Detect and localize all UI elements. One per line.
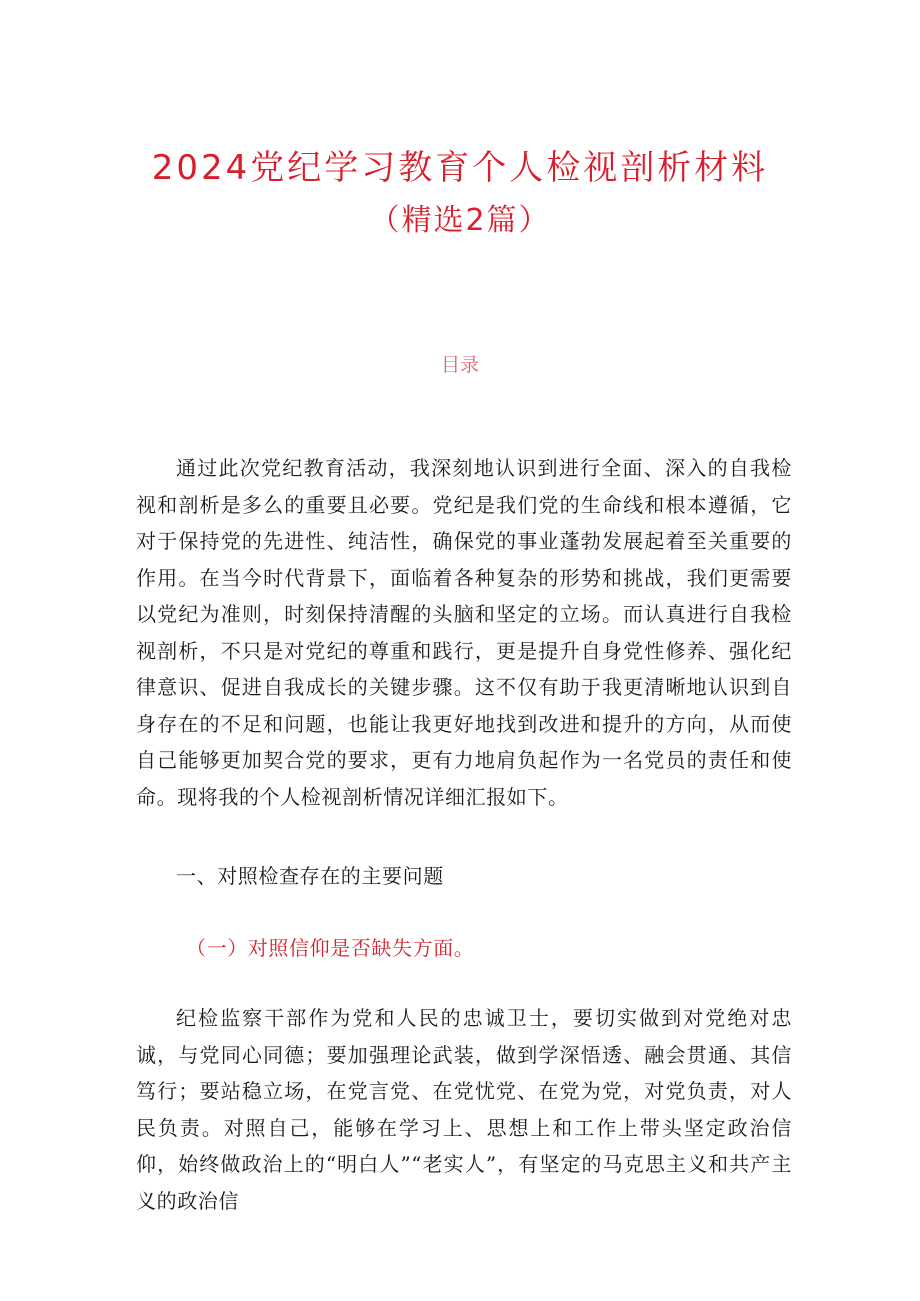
section-heading: 一、对照检查存在的主要问题 [176, 864, 444, 888]
intro-paragraph: 通过此次党纪教育活动，我深刻地认识到进行全面、深入的自我检视和剖析是多么的重要且必要。党纪是我们党的生命线和根本遵循，它对于保持党的先进性、纯洁性，确保党的事业蓬勃发展起着至关重要的作用。在当今时代背景下，面临着各种复杂的形势和挑战，我们更需要以党纪为准则，时刻保持清醒的头脑和坚定的立场。而认真进行自我检视剖析，不只是对党纪的尊重和践行，更是提升自身党性修养、强化纪律意识、促进自我成长的关键步骤。这不仅有助于我更清晰地认识到自身存在的不足和问题，也能让我更好地找到改进和提升的方向，从而使自己能够更加契合党的要求，更有力地肩负起作为一名党员的责任和使命。现将我的个人检视剖析情况详细汇报如下。 [136, 456, 792, 809]
document-title: 2024党纪学习教育个人检视剖析材料 [151, 148, 769, 188]
table-of-contents-label[interactable]: 目录 [440, 354, 479, 376]
subsection-heading: （一）对照信仰是否缺失方面。 [186, 936, 475, 960]
document-subtitle: （精选2篇） [369, 203, 551, 238]
body-paragraph: 纪检监察干部作为党和人民的忠诚卫士，要切实做到对党绝对忠诚，与党同心同德；要加强理论武装，做到学深悟透、融会贯通、其信笃行；要站稳立场，在党言党、在党忧党、在党为党，对党负责，对人民负责。对照自己，能够在学习上、思想上和工作上带头坚定政治信仰，始终做政治上的“明白人”“老实人”，有坚定的马克思主义和共产主义的政治信 [136, 1006, 792, 1213]
